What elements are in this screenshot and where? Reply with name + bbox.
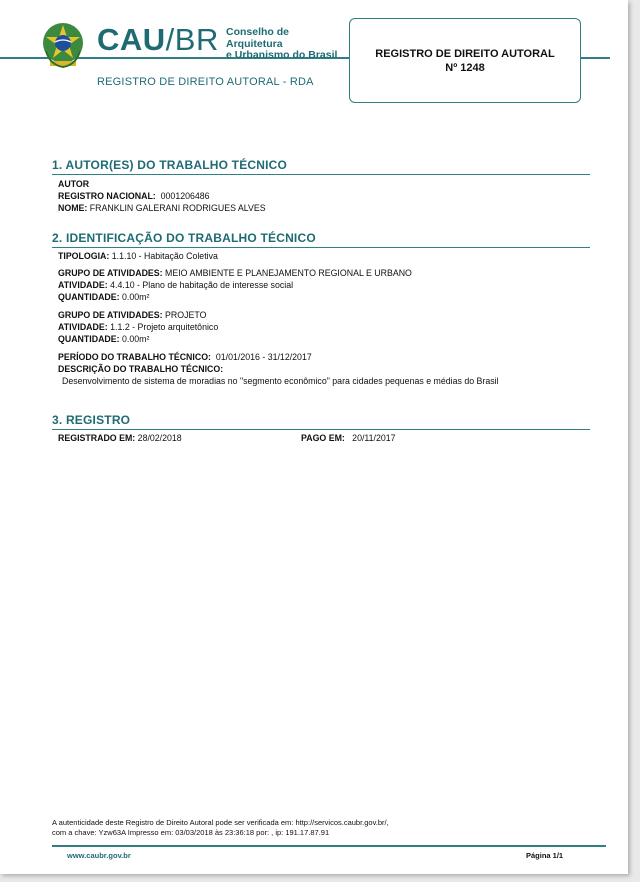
brand-cau: CAU bbox=[97, 22, 166, 57]
activity-1-label: ATIVIDADE: bbox=[58, 280, 108, 290]
author-name-row bbox=[58, 203, 266, 214]
work-period-row bbox=[58, 352, 312, 363]
work-description-value: Desenvolvimento de sistema de moradias no "segmento econômico" para cidades pequenas e médias do Brasil bbox=[62, 376, 499, 386]
typology-label: TIPOLOGIA: bbox=[58, 251, 110, 261]
cau-br-logo bbox=[97, 22, 219, 58]
registration-box bbox=[349, 18, 581, 103]
typology-row bbox=[58, 251, 218, 262]
registered-on-row bbox=[58, 433, 182, 444]
national-registry-row bbox=[58, 191, 210, 202]
organization-line-2: e Urbanismo do Brasil bbox=[226, 49, 338, 61]
section-authors-title: 1. AUTOR(ES) DO TRABALHO TÉCNICO bbox=[52, 158, 590, 175]
national-registry-value: 0001206486 bbox=[160, 191, 210, 201]
brazil-seal-icon bbox=[40, 21, 86, 69]
section-identification-title: 2. IDENTIFICAÇÃO DO TRABALHO TÉCNICO bbox=[52, 231, 590, 248]
activity-2-row bbox=[58, 322, 218, 333]
activity-2-value: 1.1.2 - Projeto arquitetônico bbox=[110, 322, 219, 332]
authenticity-note-line-2: com a chave: Yzw63A Impresso em: 03/03/2018 às 23:36:18 por: , ip: 191.17.87.91 bbox=[52, 828, 330, 837]
section-registration-title: 3. REGISTRO bbox=[52, 413, 590, 430]
activity-group-2-label: GRUPO DE ATIVIDADES: bbox=[58, 310, 163, 320]
footer-website-link[interactable]: www.caubr.gov.br bbox=[67, 851, 131, 860]
organization-line-1: Conselho de Arquitetura bbox=[226, 26, 290, 50]
typology-value: 1.1.10 - Habitação Coletiva bbox=[111, 251, 218, 261]
quantity-2-row bbox=[58, 334, 149, 345]
activity-group-2-row bbox=[58, 310, 206, 321]
paid-on-label: PAGO EM: bbox=[301, 433, 345, 443]
work-description-label: DESCRIÇÃO DO TRABALHO TÉCNICO: bbox=[58, 364, 224, 374]
footer-rule bbox=[52, 845, 606, 847]
activity-group-1-value: MEIO AMBIENTE E PLANEJAMENTO REGIONAL E URBANO bbox=[165, 268, 412, 278]
work-period-label: PERÍODO DO TRABALHO TÉCNICO: bbox=[58, 352, 211, 362]
brand-br: BR bbox=[174, 22, 219, 57]
national-registry-label: REGISTRO NACIONAL: bbox=[58, 191, 156, 201]
registered-on-label: REGISTRADO EM: bbox=[58, 433, 136, 443]
quantity-2-value: 0.00m² bbox=[122, 334, 150, 344]
quantity-2-label: QUANTIDADE: bbox=[58, 334, 120, 344]
organization-name bbox=[226, 27, 346, 62]
activity-2-label: ATIVIDADE: bbox=[58, 322, 108, 332]
page-number: Página 1/1 bbox=[526, 851, 564, 860]
work-period-value: 01/01/2016 - 31/12/2017 bbox=[215, 352, 312, 362]
paid-on-row bbox=[301, 433, 396, 444]
quantity-1-row bbox=[58, 292, 149, 303]
activity-1-row bbox=[58, 280, 293, 291]
activity-1-value: 4.4.10 - Plano de habitação de interesse social bbox=[110, 280, 294, 290]
author-name-label: NOME: bbox=[58, 203, 88, 213]
author-heading: AUTOR bbox=[58, 179, 90, 189]
registration-box-title: REGISTRO DE DIREITO AUTORAL bbox=[375, 47, 555, 60]
activity-group-2-value: PROJETO bbox=[165, 310, 207, 320]
registered-on-value: 28/02/2018 bbox=[137, 433, 182, 443]
document-subtitle: REGISTRO DE DIREITO AUTORAL - RDA bbox=[97, 76, 314, 88]
quantity-1-label: QUANTIDADE: bbox=[58, 292, 120, 302]
author-name-value: FRANKLIN GALERANI RODRIGUES ALVES bbox=[89, 203, 266, 213]
authenticity-note-line-1: A autenticidade deste Registro de Direito Autoral pode ser verificada em: http://servicos.caubr.gov.br/, bbox=[52, 818, 389, 827]
brand-slash: / bbox=[165, 22, 175, 57]
authenticity-note bbox=[52, 818, 389, 838]
registration-number: Nº 1248 bbox=[445, 61, 485, 74]
activity-group-1-label: GRUPO DE ATIVIDADES: bbox=[58, 268, 163, 278]
quantity-1-value: 0.00m² bbox=[122, 292, 150, 302]
paid-on-value: 20/11/2017 bbox=[352, 433, 396, 443]
activity-group-1-row bbox=[58, 268, 412, 279]
